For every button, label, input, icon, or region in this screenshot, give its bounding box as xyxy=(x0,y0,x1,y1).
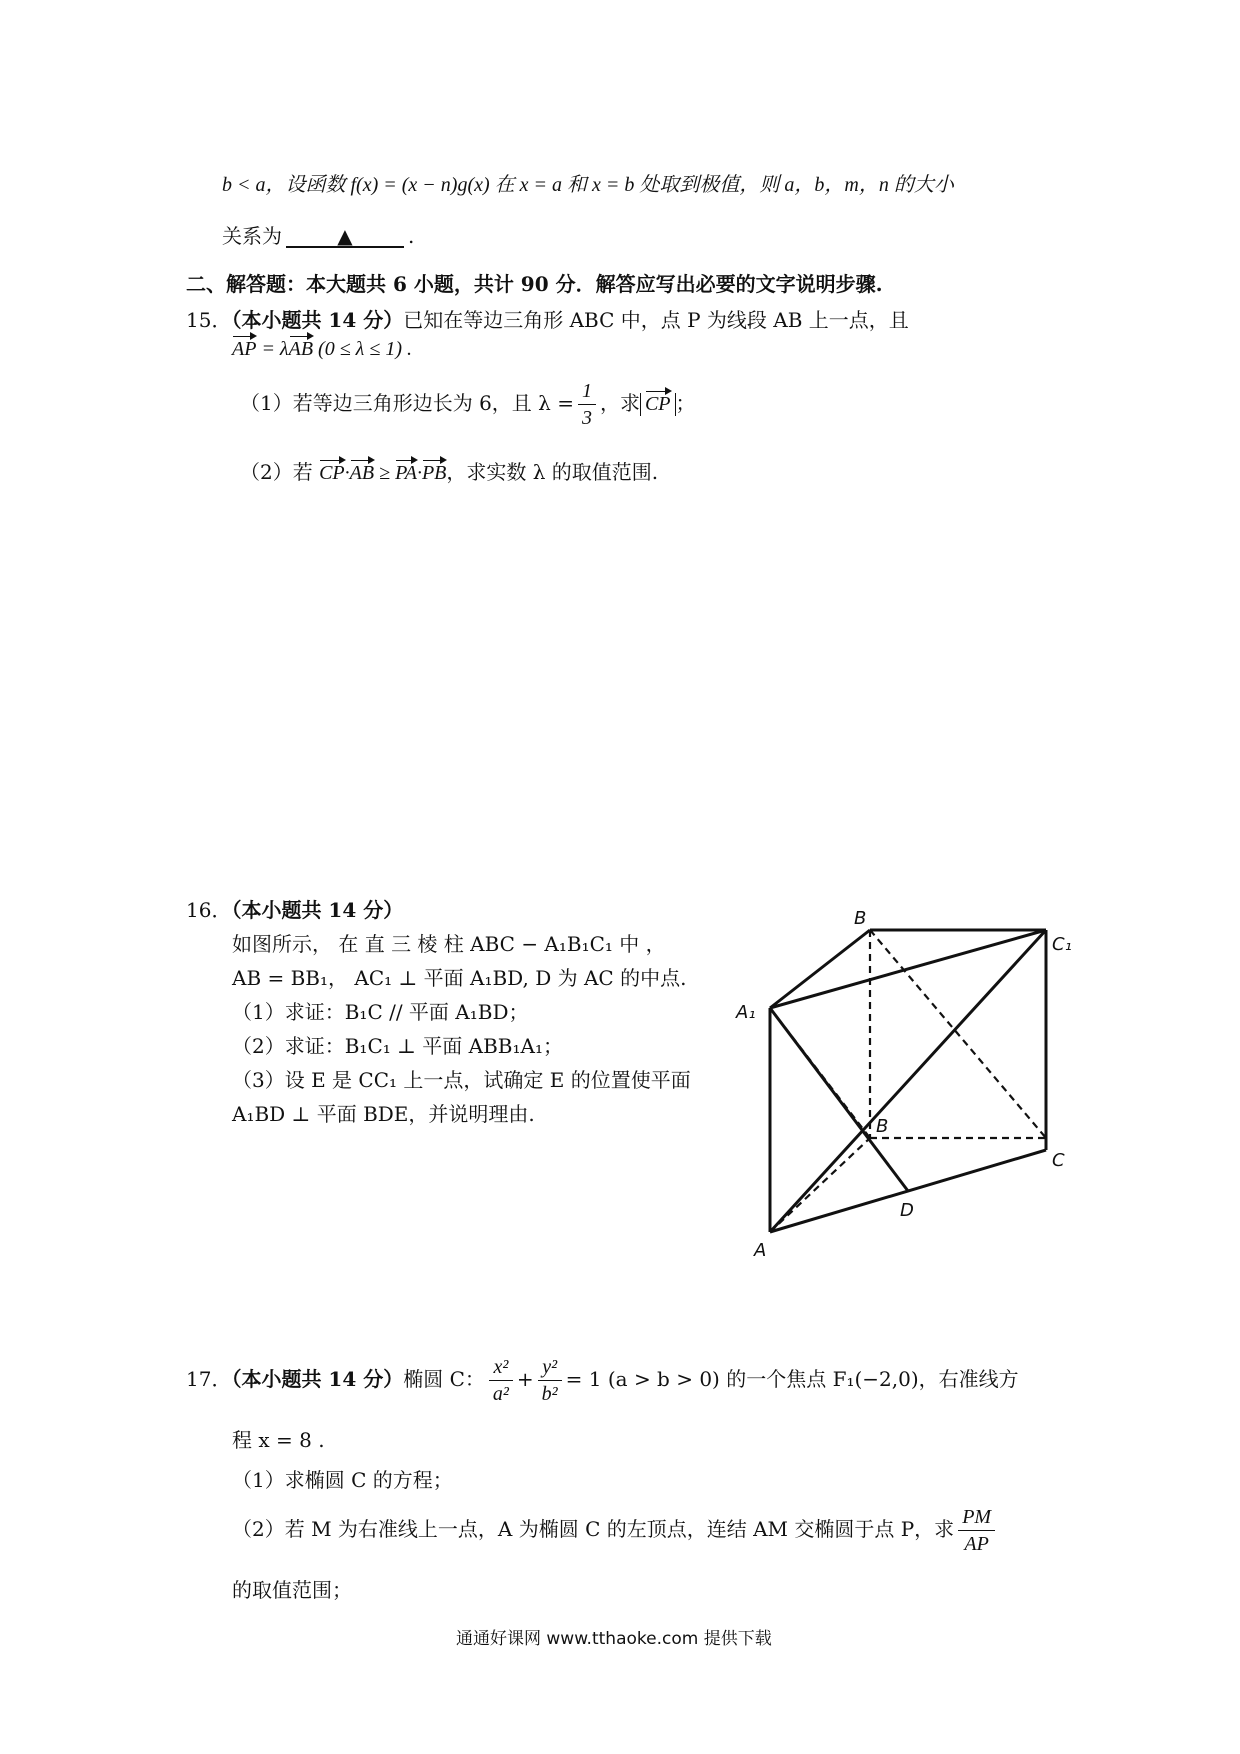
fraction-one-third: $\frac{1}{3}$ xyxy=(578,378,596,431)
q15-part2: （2）若 CP·AB ≥ PA·PB，求实数 λ 的取值范围. xyxy=(240,460,659,484)
label-a1: A₁ xyxy=(736,1002,756,1023)
q17-stem: 17．（本小题共 14 分）椭圆 C： $\frac{\text{x²}}{\text{a²}}$ + $\frac{\text{y²}}{\text{b²}}$ = 1 (a > b > 0) 的一个焦点 F₁(−2,0)，右准线方 xyxy=(186,1356,1019,1405)
label-b: B xyxy=(876,1116,889,1137)
q16-header: 16．（本小题共 14 分） xyxy=(186,898,404,922)
q16-part1: （1）求证：B₁C // 平面 A₁BD； xyxy=(232,1000,529,1024)
label-d: D xyxy=(900,1200,914,1221)
q17-part1: （1）求椭圆 C 的方程； xyxy=(232,1468,453,1492)
label-c1: C₁ xyxy=(1052,934,1072,955)
label-b1: B xyxy=(854,908,867,929)
q15-condition: AP = λAB (0 ≤ λ ≤ 1) . xyxy=(232,338,412,360)
q16-line1: 如图所示， 在 直 三 棱 柱 ABC − A₁B₁C₁ 中 ， xyxy=(232,932,666,956)
q17-line2: 程 x = 8 . xyxy=(232,1428,325,1452)
q15-stem: 15．（本小题共 14 分）已知在等边三角形 ABC 中，点 P 为线段 AB 上一点，且 xyxy=(186,308,909,332)
q17-part2-cont: 的取值范围； xyxy=(232,1578,352,1602)
q14-line1: b < a，设函数 f(x) = (x − n)g(x) 在 x = a 和 x = b 处取到极值，则 a，b，m，n 的大小 xyxy=(222,174,954,196)
q17-part2: （2）若 M 为右准线上一点，A 为椭圆 C 的左顶点，连结 AM 交椭圆于点 P，求 $\frac{PM}{AP}$ xyxy=(232,1504,999,1557)
q16-part2: （2）求证：B₁C₁ ⊥ 平面 ABB₁A₁； xyxy=(232,1034,563,1058)
label-a: A xyxy=(754,1240,767,1261)
footer: 通通好课网 www.tthaoke.com 提供下载 xyxy=(456,1629,772,1649)
q16-part3-cont: A₁BD ⊥ 平面 BDE，并说明理由. xyxy=(232,1102,535,1126)
label-c: C xyxy=(1052,1150,1065,1171)
q14-line2: 关系为 ▲ . xyxy=(222,224,415,248)
prism-figure xyxy=(730,900,1100,1280)
section-heading: 二、解答题：本大题共 6 小题，共计 90 分．解答应写出必要的文字说明步骤. xyxy=(186,272,883,296)
answer-blank: ▲ xyxy=(286,226,404,248)
edge-b1-a1 xyxy=(770,930,870,1008)
q15-part1: （1）若等边三角形边长为 6，且 λ = $\frac{1}{3}$ ，求 CP ； xyxy=(240,380,696,429)
q16-line2: AB = BB₁， AC₁ ⊥ 平面 A₁BD, D 为 AC 的中点. xyxy=(232,966,687,990)
q16-part3: （3）设 E 是 CC₁ 上一点，试确定 E 的位置使平面 xyxy=(232,1068,691,1092)
edge-b1-c xyxy=(870,930,1046,1138)
edge-a1-c1 xyxy=(770,930,1046,1008)
